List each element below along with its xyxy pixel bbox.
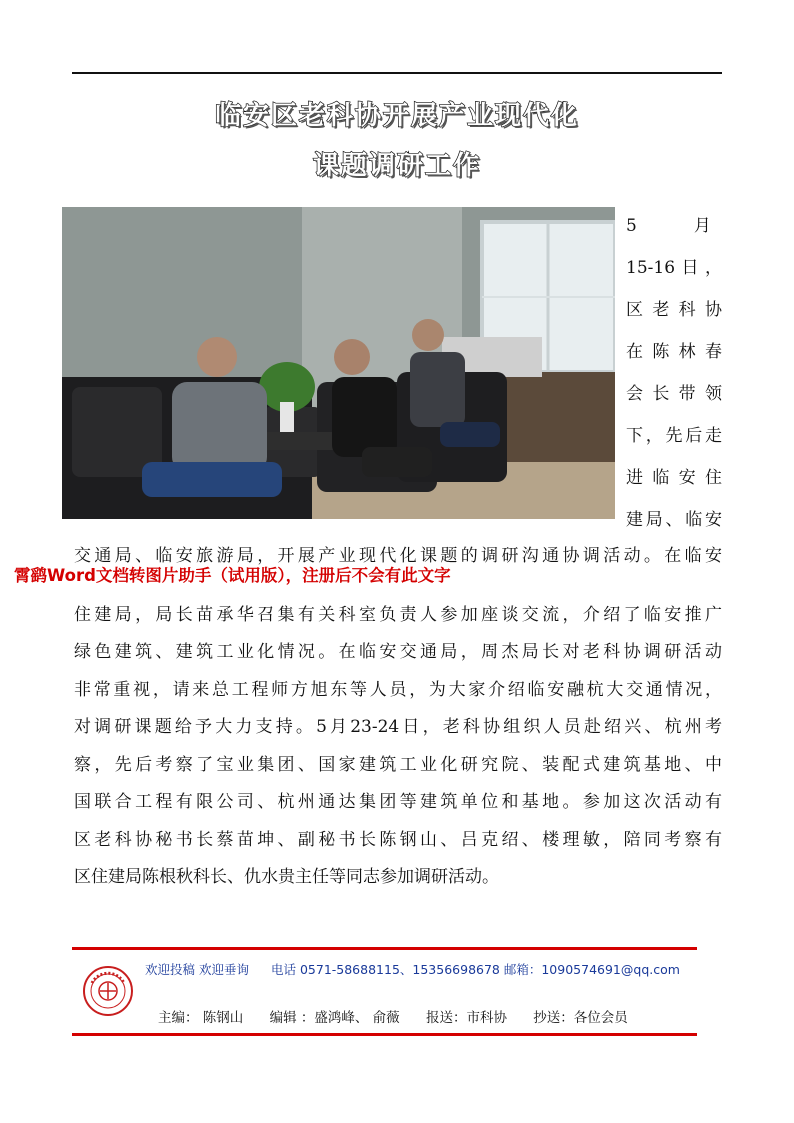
meeting-photo bbox=[62, 207, 615, 519]
footer-welcome: 欢迎投稿 欢迎垂询 bbox=[145, 962, 249, 977]
footer-editor-chief: 主编： 陈钢山 bbox=[158, 1010, 244, 1026]
body-paragraph bbox=[74, 538, 722, 897]
footer-editors: 编辑 ：盛鸿峰、 俞薇 bbox=[269, 1010, 400, 1026]
side-line: 5 月 bbox=[626, 216, 731, 236]
body-line: 非常重视，请来总工程师方旭东等人员，为大家介绍临安融杭大交通情况， bbox=[74, 679, 722, 700]
footer-contact-line bbox=[145, 960, 680, 978]
side-line: 区老科协 bbox=[626, 300, 722, 320]
association-seal-icon bbox=[82, 965, 134, 1017]
body-line: 绿色建筑、建筑工业化情况。在临安交通局，周杰局长对老科协调研活动 bbox=[74, 642, 722, 662]
body-line: 交通局、临安旅游局，开展产业现代化课题的调研沟通协调活动。在临安 bbox=[74, 546, 722, 566]
top-rule bbox=[72, 72, 722, 74]
footer-rule-top bbox=[72, 947, 697, 950]
side-line: 15-16日， bbox=[626, 258, 722, 278]
body-line: 察，先后考察了宝业集团、国家建筑工业化研究院、装配式建筑基地、中 bbox=[74, 754, 722, 775]
footer-contact: 电话 0571-58688115、15356698678 邮箱：1090574691@qq.com bbox=[270, 962, 680, 977]
side-line: 进临安住 bbox=[626, 468, 722, 488]
body-line: 区老科协秘书长蔡苗坤、副秘书长陈钢山、吕克绍、楼理敏，陪同考察有 bbox=[74, 829, 722, 850]
side-line: 会长带领 bbox=[626, 384, 722, 404]
page-title-line1: 临安区老科协开展产业现代化 bbox=[214, 101, 579, 131]
body-line: 国联合工程有限公司、杭州通达集团等建筑单位和基地。参加这次活动有 bbox=[74, 792, 722, 812]
side-line: 在陈林春 bbox=[626, 342, 722, 362]
body-line: 区住建局陈根秋科长、仇水贵主任等同志参加调研活动。 bbox=[74, 867, 499, 887]
footer-credits-line bbox=[158, 1006, 650, 1026]
trial-watermark: 霄鹞Word文档转图片助手（试用版），注册后不会有此文字 bbox=[14, 566, 451, 585]
footer-rule-bottom bbox=[72, 1033, 697, 1036]
body-line: 对调研课题给予大力支持。5月23-24日，老科协组织人员赴绍兴、杭州考 bbox=[74, 717, 722, 737]
page-title-line2: 课题调研工作 bbox=[312, 151, 481, 181]
side-line: 建局、临安 bbox=[626, 510, 722, 530]
side-paragraph bbox=[626, 205, 731, 541]
footer-report-to: 报送：市科协 bbox=[425, 1010, 507, 1026]
footer-copy-to: 抄送：各位会员 bbox=[533, 1010, 628, 1026]
side-line: 下，先后走 bbox=[626, 426, 722, 446]
body-line: 住建局，局长苗承华召集有关科室负责人参加座谈交流，介绍了临安推广 bbox=[74, 604, 722, 625]
